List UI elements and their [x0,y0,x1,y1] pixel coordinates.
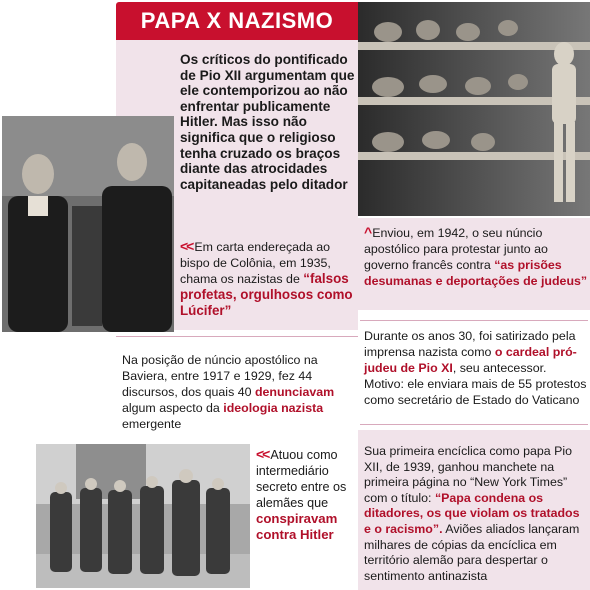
quote-mark-icon: << [180,238,193,254]
baviera-highlight-a: denunciavam [254,385,335,399]
satirizado-item [364,328,588,408]
baviera-item [122,352,356,432]
nuncio-text: Enviou, em 1942, o seu núncio apostólico para protestar junto ao governo francês contra [364,226,548,272]
enciclica-highlight: “Papa condena os ditadores, os que violam os tratados e o racismo”. [364,490,580,536]
baviera-text-b: algum aspecto da [122,401,220,415]
satirizado-text-b: , seu antecessor. Motivo: ele enviara mais de 55 protestos como secretário de Estado do Vaticano [364,361,587,407]
baviera-text-c: emergente [122,417,182,431]
baviera-highlight-b: ideologia nazista [223,401,324,415]
divider [116,336,358,337]
divider [360,424,588,425]
quote-mark-icon: << [256,446,269,462]
pacelli-hitler-photo [2,116,174,332]
divider [360,320,588,321]
intermediario-item [256,446,356,543]
enciclica-text-b: Aviões aliados lançaram milhares de cópias da encíclica em território alemão para despertar o sentimento antinazista [364,521,580,583]
baviera-text: Na posição de núncio apostólico na Baviera, entre 1917 e 1929, fez 44 discursos, dos quais 40 [122,353,318,399]
camp-prisoners-photo [358,2,590,216]
soldiers-photo [36,444,250,588]
colonia-item [180,238,356,319]
nuncio-item [364,224,588,289]
caret-up-icon: ^ [364,224,371,240]
satirizado-highlight: o cardeal pró-judeu de Pio XI [364,345,577,375]
satirizado-text: Durante os anos 30, foi satirizado pela imprensa nazista como [364,329,576,359]
enciclica-text: Sua primeira encíclica como papa Pio XII, de 1939, ganhou manchete na primeira página no “New York Times” com o título: [364,444,572,505]
title-banner [116,2,358,40]
enciclica-item [364,444,588,584]
intermediario-highlight: conspiravam contra Hitler [256,511,338,542]
colonia-highlight: “falsos profetas, orgulhosos como Lúcifer” [180,271,353,318]
intermediario-text: Atuou como intermediário secreto entre os alemães que [256,448,347,510]
page-title: PAPA X NAZISMO [140,8,334,33]
colonia-text: Em carta endereçada ao bispo de Colônia, em 1935, chama os nazistas de [180,240,331,286]
nuncio-highlight: “as prisões desumanas e deportações de judeus” [364,258,588,288]
intro-text: Os críticos do pontificado de Pio XII argumentam que ele contemporizou ao não enfrentar publicamente Hitler. Mas isso não significa que o religioso tenha cruzado os braços diante das atrocidades capitaneadas pelo ditador [180,52,355,192]
